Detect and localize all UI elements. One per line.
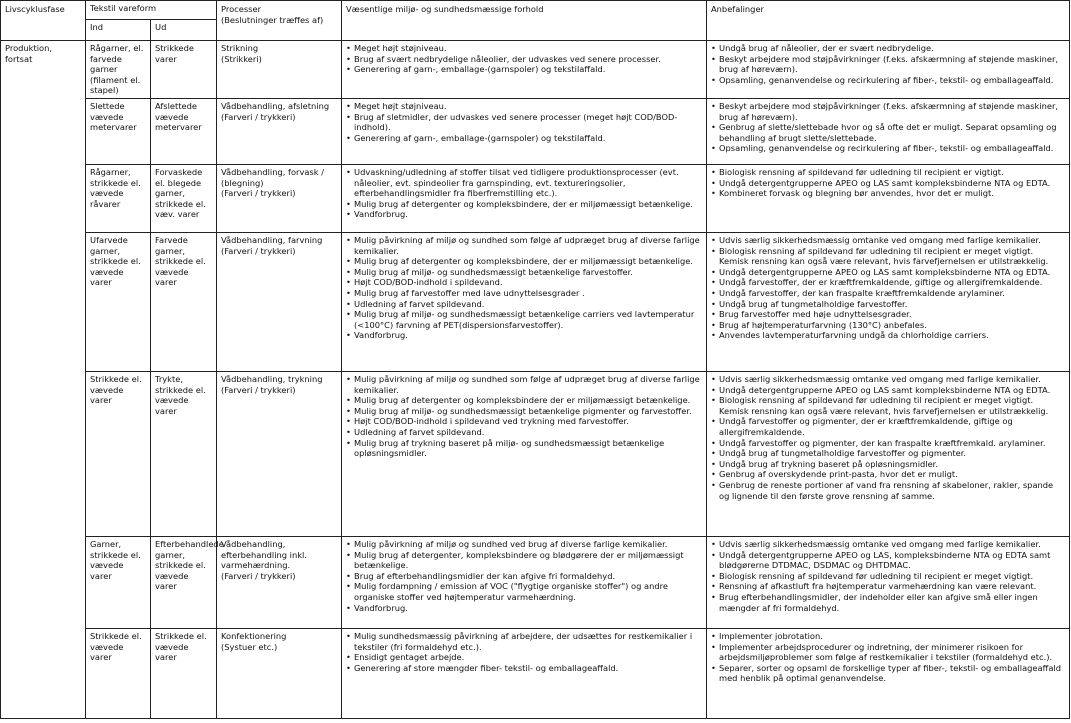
list-item: • Vandforbrug. bbox=[346, 330, 702, 341]
conditions-cell bbox=[342, 629, 707, 719]
process-cell bbox=[217, 537, 342, 629]
conditions-cell bbox=[342, 372, 707, 537]
recommendations-cell bbox=[707, 165, 1070, 233]
process-sub-label: (Farveri / trykkeri) bbox=[221, 188, 296, 199]
header-processes-label: Processer bbox=[221, 4, 261, 14]
list-item: • Mulig brug af detergenter og kompleksbindere der er miljømæssigt betænkelige. bbox=[346, 395, 702, 406]
process-cell bbox=[217, 41, 342, 99]
table-row bbox=[1, 629, 1070, 719]
out-cell: Afslettede vævede metervarer bbox=[151, 99, 217, 165]
recommendations-cell bbox=[707, 629, 1070, 719]
list-item: • Mulig brug af detergenter og kompleksbindere, der er miljømæssigt betænkelige. bbox=[346, 256, 702, 267]
process-label: Vådbehandling, trykning bbox=[221, 374, 323, 384]
list-item: • Biologisk rensning af spildevand før udledning til recipient er meget vigtigt. Kemisk rensning kan også være relevant, hvis farvefjernelsen er utilstrækkelig. bbox=[711, 246, 1065, 267]
recommendations-cell bbox=[707, 99, 1070, 165]
list-item: • Mulig brug af detergenter og kompleksbindere, der er miljømæssigt betænkelige. bbox=[346, 199, 702, 210]
conditions-list bbox=[346, 167, 702, 220]
list-item: • Undgå detergentgrupperne APEO og LAS, kompleksbinderne NTA og EDTA samt blødgørerne DTDMAC, DSDMAC og DHTDMAC. bbox=[711, 550, 1065, 571]
table-row bbox=[1, 233, 1070, 372]
list-item: • Genbrug af overskydende print-pasta, hvor det er muligt. bbox=[711, 469, 1065, 480]
list-item: • Mulig påvirkning af miljø og sundhed som følge af udpræget brug af diverse farlige kemikalier. bbox=[346, 235, 702, 256]
list-item: • Brug af efterbehandlingsmidler der kan afgive fri formaldehyd. bbox=[346, 571, 702, 582]
list-item: • Opsamling, genanvendelse og recirkulering af fiber-, tekstil- og emballageaffald. bbox=[711, 143, 1065, 154]
conditions-list bbox=[346, 631, 702, 673]
process-cell bbox=[217, 165, 342, 233]
conditions-list bbox=[346, 539, 702, 613]
list-item: • Genbrug af slette/slettebade hvor og så ofte det er muligt. Separat opsamling og behandling af brugt slette/slettebade. bbox=[711, 122, 1065, 143]
list-item: • Implementer arbejdsprocedurer og indretning, der minimerer risikoen for arbejdsmiljøproblemer som følge af restkemikalier i tekstiler (formaldehyd etc.). bbox=[711, 642, 1065, 663]
list-item: • Undgå farvestoffer og pigmenter, der kan fraspalte kræftfremkald. arylaminer. bbox=[711, 438, 1065, 449]
conditions-cell bbox=[342, 537, 707, 629]
header-textile-form: Tekstil vareform bbox=[86, 1, 217, 20]
list-item: • Udvis særlig sikkerhedsmæssig omtanke ved omgang med farlige kemikalier. bbox=[711, 374, 1065, 385]
process-label: Vådbehandling, forvask / (blegning) bbox=[221, 167, 324, 188]
in-cell: Rågarner, strikkede el. vævede råvarer bbox=[86, 165, 151, 233]
list-item: • Udvaskning/udledning af stoffer tilsat ved tidligere produktionsprocesser (evt. nåleolier, evt. spindeolier fra garnspinding, evt. textureringsolier, efterbehandlingsmidler fra fiberfremstilling etc.). bbox=[346, 167, 702, 199]
header-row-1 bbox=[1, 1, 1070, 20]
recommendations-list bbox=[711, 101, 1065, 154]
list-item: • Mulig brug af trykning baseret på miljø- og sundhedsmæssigt betænkelige opløsningsmidler. bbox=[346, 438, 702, 459]
in-cell: Rågarner, el. farvede garner (filament el. stapel) bbox=[86, 41, 151, 99]
list-item: • Undgå brug af nåleolier, der er svært nedbrydelige. bbox=[711, 43, 1065, 54]
list-item: • Generering af garn-, emballage-(garnspoler) og tekstilaffald. bbox=[346, 64, 702, 75]
process-label: Vådbehandling, efterbehandling inkl. varmehærdning. bbox=[221, 539, 307, 571]
list-item: • Mulig brug af farvestoffer med lave udnyttelsesgrader . bbox=[346, 288, 702, 299]
list-item: • Mulig påvirkning af miljø og sundhed som følge af udpræget brug af diverse farlige kemikalier. bbox=[346, 374, 702, 395]
list-item: • Vandforbrug. bbox=[346, 209, 702, 220]
list-item: • Undgå brug af trykning baseret på opløsningsmidler. bbox=[711, 459, 1065, 470]
recommendations-cell bbox=[707, 537, 1070, 629]
out-cell: Strikkede varer bbox=[151, 41, 217, 99]
list-item: • Udvis særlig sikkerhedsmæssig omtanke ved omgang med farlige kemikalier. bbox=[711, 539, 1065, 550]
header-processes bbox=[217, 1, 342, 41]
list-item: • Udvis særlig sikkerhedsmæssig omtanke ved omgang med farlige kemikalier. bbox=[711, 235, 1065, 246]
list-item: • Mulig påvirkning af miljø og sundhed ved brug af diverse farlige kemikalier. bbox=[346, 539, 702, 550]
list-item: • Biologisk rensning af spildevand før udledning til recipient er meget vigtigt. Kemisk rensning kan også være relevant, hvis farvefjernelsen er utilstrækkelig. bbox=[711, 395, 1065, 416]
list-item: • Rensning af afkastluft fra højtemperatur varmehærdning kan være relevant. bbox=[711, 581, 1065, 592]
list-item: • Genbrug de reneste portioner af vand fra rensning af skabeloner, rakler, spande og lignende til den første grove rensning af samme. bbox=[711, 480, 1065, 501]
list-item: • Undgå farvestoffer og pigmenter, der er kræftfremkaldende, giftige og allergifremkaldende. bbox=[711, 416, 1065, 437]
list-item: • Undgå brug af tungmetalholdige farvestoffer og pigmenter. bbox=[711, 448, 1065, 459]
list-item: • Implementer jobrotation. bbox=[711, 631, 1065, 642]
process-sub-label: (Farveri / trykkeri) bbox=[221, 111, 296, 122]
recommendations-list bbox=[711, 43, 1065, 85]
out-cell: Efterbehandlede garner, strikkede el. vævede varer bbox=[151, 537, 217, 629]
table-row bbox=[1, 41, 1070, 99]
table-row bbox=[1, 99, 1070, 165]
list-item: • Mulig brug af miljø- og sundhedsmæssigt betænkelige farvestoffer. bbox=[346, 267, 702, 278]
recommendations-list bbox=[711, 539, 1065, 613]
list-item: • Højt COD/BOD-indhold i spildevand ved trykning med farvestoffer. bbox=[346, 416, 702, 427]
list-item: • Generering af store mængder fiber- tekstil- og emballageaffald. bbox=[346, 663, 702, 674]
conditions-cell bbox=[342, 165, 707, 233]
out-cell: Forvaskede el. blegede garner, strikkede el. væv. varer bbox=[151, 165, 217, 233]
process-label: Strikning bbox=[221, 43, 259, 53]
list-item: • Udledning af farvet spildevand. bbox=[346, 427, 702, 438]
out-cell: Farvede garner, strikkede el. vævede varer bbox=[151, 233, 217, 372]
table-row bbox=[1, 165, 1070, 233]
process-label: Konfektionering bbox=[221, 631, 287, 641]
header-out: Ud bbox=[151, 20, 217, 41]
list-item: • Undgå detergentgrupperne APEO og LAS samt kompleksbinderne NTA og EDTA. bbox=[711, 267, 1065, 278]
process-label: Vådbehandling, afsletning bbox=[221, 101, 330, 111]
process-cell bbox=[217, 629, 342, 719]
table-row bbox=[1, 372, 1070, 537]
list-item: • Biologisk rensning af spildevand før udledning til recipient er vigtigt. bbox=[711, 167, 1065, 178]
conditions-cell bbox=[342, 99, 707, 165]
conditions-cell bbox=[342, 233, 707, 372]
header-in: Ind bbox=[86, 20, 151, 41]
list-item: • Brug efterbehandlingsmidler, der indeholder eller kan afgive små eller ingen mængder af fri formaldehyd. bbox=[711, 592, 1065, 613]
conditions-list bbox=[346, 43, 702, 75]
process-cell bbox=[217, 233, 342, 372]
list-item: • Mulig sundhedsmæssig påvirkning af arbejdere, der udsættes for restkemikalier i tekstiler (fri formaldehyd etc.). bbox=[346, 631, 702, 652]
list-item: • Undgå farvestoffer, der kan fraspalte kræftfremkaldende arylaminer. bbox=[711, 288, 1065, 299]
header-lifecycle: Livscyklusfase bbox=[1, 1, 86, 41]
recommendations-cell bbox=[707, 41, 1070, 99]
in-cell: Strikkede el. vævede varer bbox=[86, 629, 151, 719]
process-sub-label: (Farveri / trykkeri) bbox=[221, 384, 296, 395]
table-row bbox=[1, 537, 1070, 629]
recommendations-cell bbox=[707, 372, 1070, 537]
list-item: • Brug af højtemperaturfarvning (130°C) anbefales. bbox=[711, 320, 1065, 331]
conditions-list bbox=[346, 101, 702, 143]
list-item: • Undgå brug af tungmetalholdige farvestoffer. bbox=[711, 299, 1065, 310]
recommendations-list bbox=[711, 235, 1065, 341]
conditions-cell bbox=[342, 41, 707, 99]
list-item: • Undgå detergentgrupperne APEO og LAS samt kompleksbinderne NTA og EDTA. bbox=[711, 178, 1065, 189]
list-item: • Beskyt arbejdere mod støjpåvirkninger (f.eks. afskærmning af støjende maskiner, brug af høreværn). bbox=[711, 101, 1065, 122]
recommendations-cell bbox=[707, 233, 1070, 372]
list-item: • Meget højt støjniveau. bbox=[346, 43, 702, 54]
list-item: • Vandforbrug. bbox=[346, 603, 702, 614]
list-item: • Anvendes lavtemperaturfarvning undgå da chlorholdige carriers. bbox=[711, 330, 1065, 341]
in-cell: Strikkede el. vævede varer bbox=[86, 372, 151, 537]
out-cell: Strikkede el. vævede varer bbox=[151, 629, 217, 719]
lifecycle-phase-cell: Produktion, fortsat bbox=[1, 41, 86, 719]
process-sub-label: (Farveri / trykkeri) bbox=[221, 245, 296, 256]
list-item: • Undgå farvestoffer, der er kræftfremkaldende, giftige og allergifremkaldende. bbox=[711, 277, 1065, 288]
recommendations-list bbox=[711, 374, 1065, 501]
header-recommendations: Anbefalinger bbox=[707, 1, 1070, 41]
list-item: • Separer, sorter og opsaml de forskellige typer af fiber-, tekstil- og emballageaffald med henblik på optimal genanvendelse. bbox=[711, 663, 1065, 684]
conditions-list bbox=[346, 235, 702, 341]
recommendations-list bbox=[711, 631, 1065, 684]
list-item: • Kombineret forvask og blegning bør anvendes, hvor det er muligt. bbox=[711, 188, 1065, 199]
process-sub-label: (Strikkeri) bbox=[221, 53, 262, 64]
process-cell bbox=[217, 372, 342, 537]
in-cell: Garner, strikkede el. vævede varer bbox=[86, 537, 151, 629]
list-item: • Mulig brug af miljø- og sundhedsmæssigt betænkelige carriers ved lavtemperatur (<100°C) farvning af PET(dispersionsfarvestoffer). bbox=[346, 309, 702, 330]
in-cell: Slettede vævede metervarer bbox=[86, 99, 151, 165]
list-item: • Mulig fordampning / emission af VOC ("flygtige organiske stoffer") og andre organiske stoffer ved højtemperatur varmehærdning. bbox=[346, 581, 702, 602]
list-item: • Højt COD/BOD-indhold i spildevand. bbox=[346, 277, 702, 288]
list-item: • Brug farvestoffer med høje udnyttelsesgrader. bbox=[711, 309, 1065, 320]
list-item: • Mulig brug af detergenter, kompleksbindere og blødgørere der er miljømæssigt betænkelige. bbox=[346, 550, 702, 571]
list-item: • Biologisk rensning af spildevand før udledning til recipient er meget vigtigt. bbox=[711, 571, 1065, 582]
list-item: • Meget højt støjniveau. bbox=[346, 101, 702, 112]
list-item: • Udledning af farvet spildevand. bbox=[346, 299, 702, 310]
header-processes-sub: (Beslutninger træffes af) bbox=[221, 14, 324, 25]
list-item: • Brug af sletmidler, der udvaskes ved senere processer (meget højt COD/BOD-indhold). bbox=[346, 112, 702, 133]
list-item: • Opsamling, genanvendelse og recirkulering af fiber-, tekstil- og emballageaffald. bbox=[711, 75, 1065, 86]
process-sub-label: (Farveri / trykkeri) bbox=[221, 570, 296, 581]
process-sub-label: (Systuer etc.) bbox=[221, 641, 278, 652]
list-item: • Generering af garn-, emballage-(garnspoler) og tekstilaffald. bbox=[346, 133, 702, 144]
list-item: • Beskyt arbejdere mod støjpåvirkninger (f.eks. afskærmning af støjende maskiner, brug af høreværn). bbox=[711, 54, 1065, 75]
process-label: Vådbehandling, farvning bbox=[221, 235, 323, 245]
out-cell: Trykte, strikkede el. vævede varer bbox=[151, 372, 217, 537]
conditions-list bbox=[346, 374, 702, 459]
process-cell bbox=[217, 99, 342, 165]
list-item: • Brug af svært nedbrydelige nåleolier, der udvaskes ved senere processer. bbox=[346, 54, 702, 65]
in-cell: Ufarvede garner, strikkede el. vævede varer bbox=[86, 233, 151, 372]
list-item: • Ensidigt gentaget arbejde. bbox=[346, 652, 702, 663]
list-item: • Mulig brug af miljø- og sundhedsmæssigt betænkelige pigmenter og farvestoffer. bbox=[346, 406, 702, 417]
list-item: • Undgå detergentgrupperne APEO og LAS samt kompleksbinderne NTA og EDTA. bbox=[711, 385, 1065, 396]
recommendations-list bbox=[711, 167, 1065, 199]
header-conditions: Væsentlige miljø- og sundhedsmæssige forhold bbox=[342, 1, 707, 41]
